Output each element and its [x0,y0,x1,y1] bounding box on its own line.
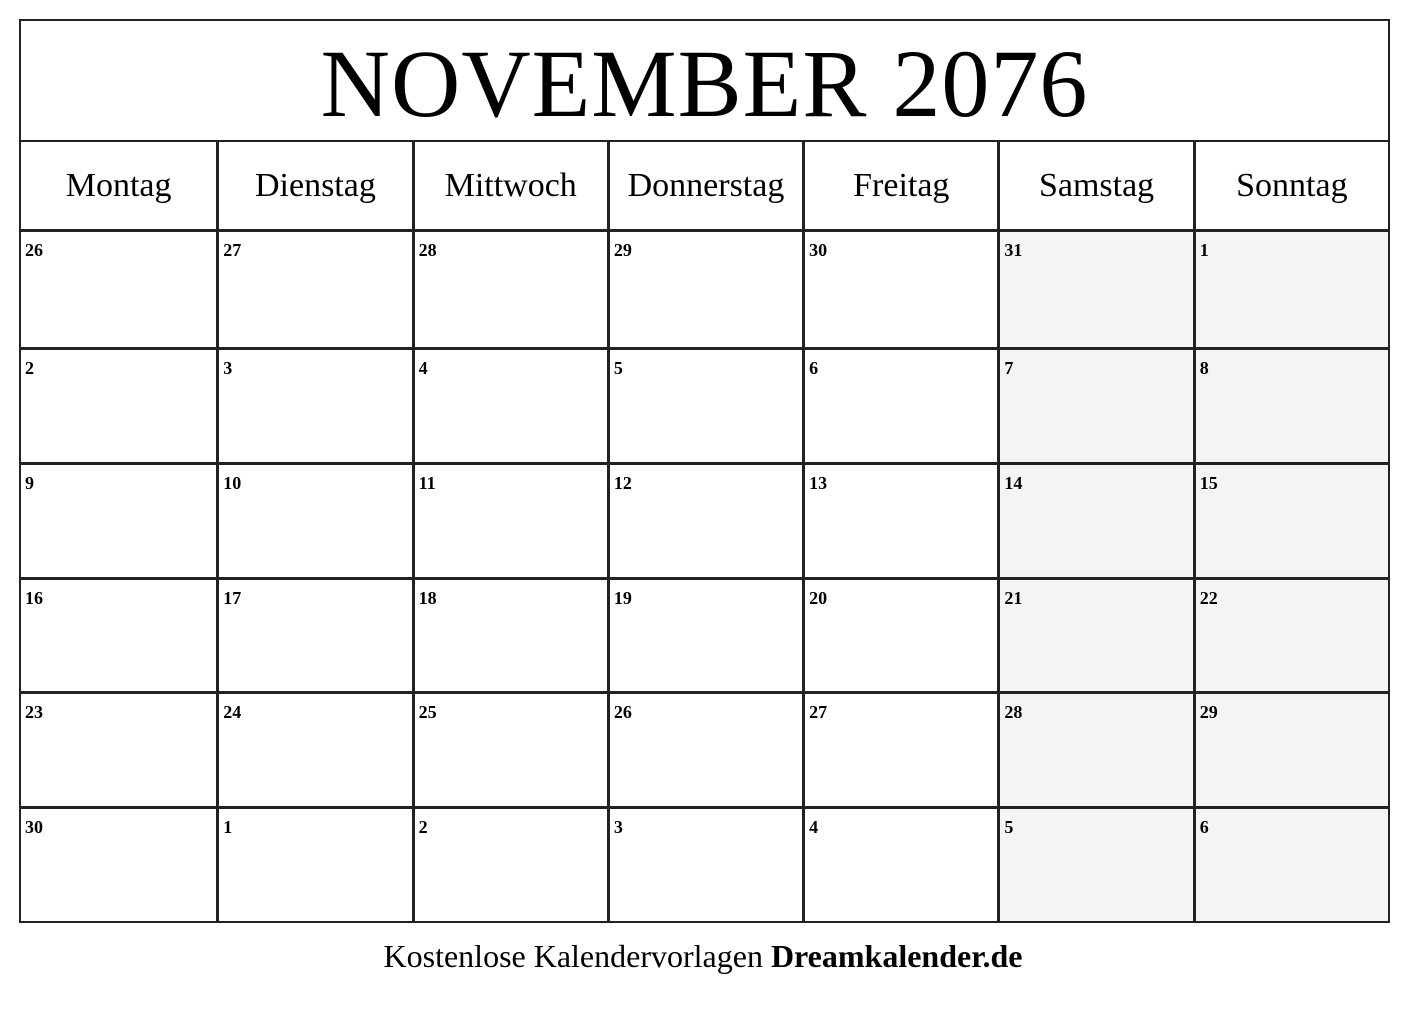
day-cell [997,691,1192,806]
day-cell [1193,232,1388,347]
day-cell [21,462,216,577]
day-cell [607,462,802,577]
day-number: 22 [1199,587,1218,608]
day-cell [21,691,216,806]
weekday-samstag: Samstag [997,142,1192,229]
weekday-donnerstag: Donnerstag [607,142,802,229]
day-number: 24 [223,702,242,723]
weekday-header-row [21,142,1388,232]
day-cell [21,577,216,692]
day-cell [802,577,997,692]
weekday-sonntag: Sonntag [1193,142,1388,229]
day-number: 12 [613,472,632,493]
day-cell [997,806,1192,921]
day-grid [21,232,1388,921]
day-number: 26 [613,702,632,723]
day-number: 2 [418,817,428,838]
day-cell [997,462,1192,577]
weekday-freitag: Freitag [802,142,997,229]
day-cell [607,806,802,921]
day-cell [216,806,411,921]
day-cell [1193,806,1388,921]
title-bar [21,21,1388,142]
day-cell [1193,577,1388,692]
day-number: 9 [25,472,34,493]
day-cell [216,577,411,692]
day-number: 29 [613,240,632,260]
day-cell [21,806,216,921]
day-number: 10 [223,472,242,493]
day-number: 21 [1004,587,1023,608]
day-number: 4 [809,817,819,838]
day-cell [607,232,802,347]
day-number: 11 [418,472,436,493]
footer-brand: Dreamkalender.de [770,938,1023,974]
day-cell [412,691,607,806]
day-cell [997,232,1192,347]
day-cell [802,691,997,806]
day-number: 19 [613,587,632,608]
day-number: 3 [223,357,233,378]
day-number: 13 [809,472,828,493]
weekday-mittwoch: Mittwoch [412,142,607,229]
day-cell [607,691,802,806]
day-number: 2 [25,357,34,378]
day-cell [412,232,607,347]
day-cell [1193,462,1388,577]
footer [0,938,1406,975]
day-number: 28 [418,240,437,260]
day-cell [997,347,1192,462]
day-cell [802,347,997,462]
day-number: 4 [418,357,428,378]
day-number: 6 [1199,817,1209,838]
day-cell [412,806,607,921]
day-number: 31 [1004,240,1023,260]
day-number: 5 [613,357,623,378]
footer-text: Kostenlose Kalendervorlagen [383,938,763,974]
day-number: 20 [809,587,828,608]
day-number: 30 [809,240,828,260]
day-number: 27 [223,240,242,260]
day-cell [216,232,411,347]
day-cell [412,577,607,692]
day-number: 25 [418,702,437,723]
day-cell [607,577,802,692]
day-cell [216,691,411,806]
day-cell [802,462,997,577]
day-number: 5 [1004,817,1014,838]
day-number: 28 [1004,702,1023,723]
day-number: 29 [1199,702,1218,723]
day-cell [21,232,216,347]
calendar-title: NOVEMBER 2076 [320,29,1089,137]
day-cell [997,577,1192,692]
day-number: 7 [1004,357,1014,378]
day-number: 26 [25,240,43,260]
day-cell [802,806,997,921]
day-number: 27 [809,702,828,723]
day-cell [607,347,802,462]
day-number: 1 [223,817,233,838]
weekday-montag: Montag [65,166,172,204]
day-cell [216,347,411,462]
day-cell [412,347,607,462]
day-number: 15 [1199,472,1218,493]
day-number: 1 [1199,240,1209,260]
day-number: 14 [1004,472,1023,493]
day-number: 18 [418,587,437,608]
day-number: 6 [809,357,819,378]
day-cell [802,232,997,347]
day-number: 23 [25,702,43,723]
day-number: 16 [25,587,43,608]
day-cell [216,462,411,577]
day-number: 8 [1199,357,1209,378]
day-cell [21,347,216,462]
day-number: 3 [613,817,623,838]
day-cell [1193,347,1388,462]
weekday-dienstag: Dienstag [216,142,411,229]
calendar [19,19,1390,923]
day-cell [1193,691,1388,806]
day-number: 30 [25,817,43,838]
day-number: 17 [223,587,242,608]
day-cell [412,462,607,577]
